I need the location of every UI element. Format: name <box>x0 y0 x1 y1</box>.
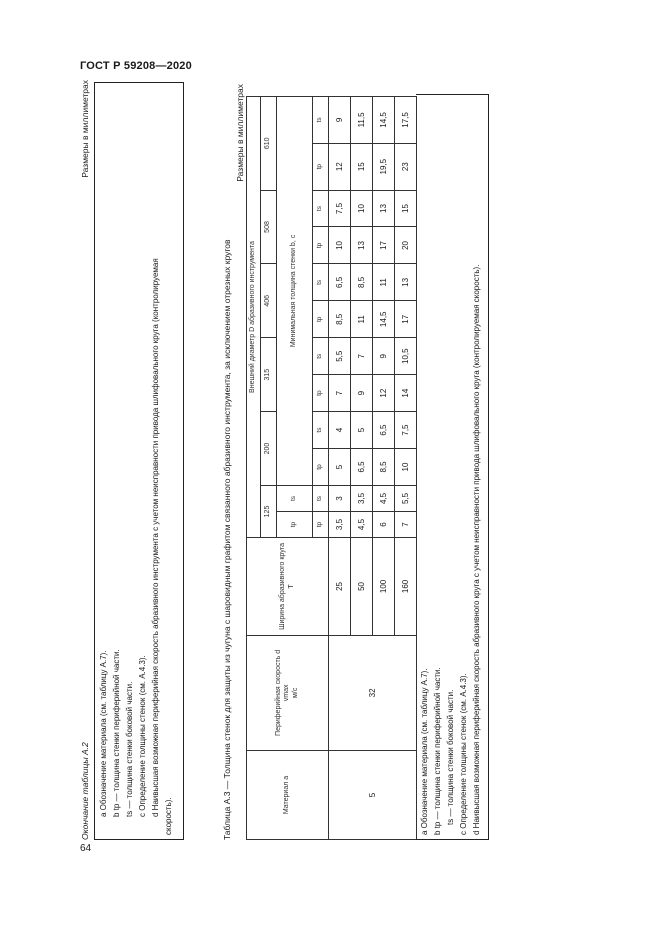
header-speed <box>247 635 329 750</box>
cell-value: 3,5 <box>329 512 351 538</box>
a3-footnote-c: с Определение толщины стенок (см. А.4.3). <box>459 673 468 835</box>
sub-tp-125b: tp <box>313 512 329 538</box>
cell-value: 10 <box>395 449 417 486</box>
cell-value: 11,5 <box>351 97 373 144</box>
cell-value: 3 <box>329 485 351 511</box>
sub-ts-315: ts <box>313 338 329 375</box>
diameter-508: 508 <box>261 190 277 264</box>
cell-value: 5 <box>351 412 373 449</box>
sub-ts-508: ts <box>313 190 329 227</box>
cell-value: 4,5 <box>351 512 373 538</box>
cell-speed: 32 <box>329 635 417 750</box>
header-outer-diameter: Внешний диаметр D абразивного инструмента <box>247 97 261 538</box>
a3-footnote-b: b tр — толщина стенки периферийной части. <box>433 667 442 835</box>
cell-value: 12 <box>373 375 395 412</box>
sub-ts-610: ts <box>313 97 329 144</box>
sub-tp-406: tp <box>313 301 329 338</box>
a2-footnote-a: а Обозначение материала (см. таблицу А.7). <box>99 650 108 817</box>
cell-width: 100 <box>373 538 395 636</box>
cell-material: 5 <box>329 750 417 839</box>
cell-value: 6,5 <box>373 412 395 449</box>
cell-value: 7 <box>329 375 351 412</box>
document-header: ГОСТ Р 59208—2020 <box>80 60 192 72</box>
header-width <box>247 538 329 636</box>
a2-footnote-c: с Определение толщины стенок (см. А.4.3). <box>138 655 147 817</box>
a2-footnote-b: b tр — толщина стенки периферийной части. <box>112 649 121 817</box>
cell-width: 25 <box>329 538 351 636</box>
diameter-406: 406 <box>261 264 277 338</box>
cell-value: 7,5 <box>329 190 351 227</box>
sub-tp-610: tp <box>313 143 329 190</box>
diameter-125: 125 <box>261 485 277 537</box>
cell-value: 19,5 <box>373 143 395 190</box>
cell-value: 17 <box>373 227 395 264</box>
cell-value: 8,5 <box>373 449 395 486</box>
header-width-label: Ширина абразивного круга <box>279 542 287 630</box>
page-number: 64 <box>80 843 92 854</box>
cell-value: 13 <box>395 264 417 301</box>
cell-value: 8,5 <box>351 264 373 301</box>
table-a3-units: Размеры в миллиметрах <box>235 84 245 182</box>
cell-value: 5,5 <box>395 485 417 511</box>
cell-value: 6,5 <box>329 264 351 301</box>
cell-value: 7 <box>351 338 373 375</box>
cell-value: 4 <box>329 412 351 449</box>
a2-footnote-b2: ts — толщина стенки боковой части. <box>125 681 134 817</box>
sub-tp-315: tp <box>313 375 329 412</box>
continuation-label: Окончание таблицы А.2 <box>80 742 90 840</box>
cell-value: 17,5 <box>395 97 417 144</box>
a2-footnote-d-cont: скорость). <box>164 797 173 835</box>
cell-value: 6,5 <box>351 449 373 486</box>
cell-value: 8,5 <box>329 301 351 338</box>
cell-value: 14,5 <box>373 301 395 338</box>
cell-value: 17 <box>395 301 417 338</box>
cell-value: 14,5 <box>373 97 395 144</box>
diameter-315: 315 <box>261 338 277 412</box>
cell-value: 13 <box>351 227 373 264</box>
sub-ts-406: ts <box>313 264 329 301</box>
table-row <box>329 97 351 840</box>
a3-footnote-d: d Наивысшая возможная периферийная скорость абразивного круга с учетом неисправности привода шлифовального круга (контролируемая скорость). <box>472 264 481 835</box>
sub-ts-125: ts <box>277 485 313 511</box>
cell-value: 14 <box>395 375 417 412</box>
cell-value: 5 <box>329 449 351 486</box>
cell-value: 10 <box>351 190 373 227</box>
header-min-thickness: Минимальная толщина стенки b, c <box>277 97 313 486</box>
header-speed-unit: м/с <box>291 687 299 699</box>
cell-value: 6 <box>373 512 395 538</box>
header-material: Материал а <box>247 750 329 839</box>
sub-tp-508: tp <box>313 227 329 264</box>
sub-tp-200: tp <box>313 449 329 486</box>
cell-value: 11 <box>373 264 395 301</box>
diameter-200: 200 <box>261 412 277 486</box>
cell-value: 10 <box>329 227 351 264</box>
continuation-units: Размеры в миллиметрах <box>80 80 90 178</box>
cell-value: 13 <box>373 190 395 227</box>
continuation-line <box>80 80 94 840</box>
cell-value: 7 <box>395 512 417 538</box>
cell-value: 10,5 <box>395 338 417 375</box>
header-speed-symbol: vmax <box>283 684 291 702</box>
a3-footnote-a: а Обозначение материала (см. таблицу А.7). <box>420 668 429 835</box>
cell-value: 9 <box>329 97 351 144</box>
cell-value: 11 <box>351 301 373 338</box>
cell-value: 3,5 <box>351 485 373 511</box>
rotated-page-content <box>80 80 490 840</box>
sub-ts-125b: ts <box>313 485 329 511</box>
cell-value: 9 <box>351 375 373 412</box>
sub-tp-125: tp <box>277 512 313 538</box>
cell-width: 160 <box>395 538 417 636</box>
table-a3-title: Таблица А.3 — Толщина стенок для защиты из чугуна с шаровидным графитом связанного абразивного инструмента, за исключением отрезных кругов <box>222 239 232 840</box>
cell-value: 15 <box>351 143 373 190</box>
header-speed-label: Периферийная скорость d <box>275 649 283 736</box>
cell-value: 20 <box>395 227 417 264</box>
a3-footnote-b2: ts — толщина стенки боковой части. <box>446 689 455 825</box>
cell-value: 5,5 <box>329 338 351 375</box>
cell-value: 4,5 <box>373 485 395 511</box>
cell-value: 23 <box>395 143 417 190</box>
diameter-610: 610 <box>261 97 277 191</box>
cell-value: 7,5 <box>395 412 417 449</box>
table-a2-footnotes-box <box>94 82 184 840</box>
cell-width: 50 <box>351 538 373 636</box>
cell-value: 15 <box>395 190 417 227</box>
a2-footnote-d: d Наивысшая возможная периферийная скорость абразивного инструмента с учетом неисправности привода шлифовального круга (контролируемая <box>151 258 160 817</box>
cell-value: 12 <box>329 143 351 190</box>
table-a3 <box>246 96 417 840</box>
sub-ts-200: ts <box>313 412 329 449</box>
cell-value: 9 <box>373 338 395 375</box>
header-width-symbol: T <box>287 584 295 589</box>
table-a3-footnotes-box <box>416 94 489 840</box>
